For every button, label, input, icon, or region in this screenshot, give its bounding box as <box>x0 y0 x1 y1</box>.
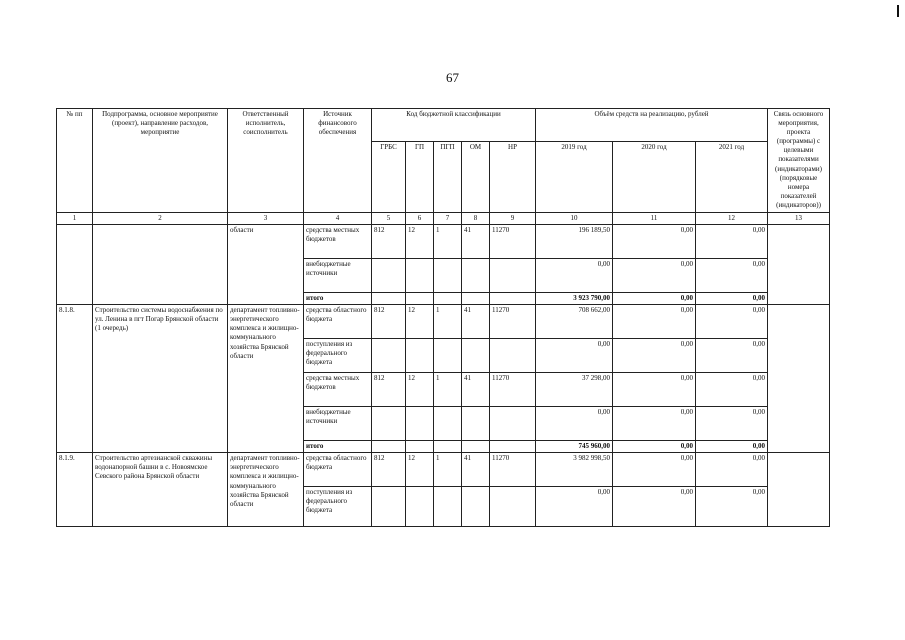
grbs-cell <box>372 407 406 441</box>
header-budget-code: Код бюджетной классификации <box>372 109 536 142</box>
col-number: 12 <box>696 213 768 225</box>
gp-cell <box>406 487 434 527</box>
header-2019: 2019 год <box>536 142 613 213</box>
gp-cell: 12 <box>406 373 434 407</box>
om-cell <box>462 339 490 373</box>
amount-2020: 0,00 <box>613 259 696 293</box>
grbs-cell: 812 <box>372 373 406 407</box>
header-gp: ГП <box>406 142 434 213</box>
pgp-cell: 1 <box>434 305 462 339</box>
table-row <box>57 225 830 259</box>
nr-cell <box>490 487 536 527</box>
amount-2021: 0,00 <box>696 293 768 305</box>
amount-2019: 3 982 998,50 <box>536 453 613 487</box>
pgp-cell: 1 <box>434 373 462 407</box>
om-cell: 41 <box>462 305 490 339</box>
amount-2021: 0,00 <box>696 305 768 339</box>
source-cell: внебюджетные источники <box>304 259 372 293</box>
link-cell <box>768 453 830 527</box>
amount-2021: 0,00 <box>696 373 768 407</box>
col-number: 6 <box>406 213 434 225</box>
col-number: 9 <box>490 213 536 225</box>
om-cell: 41 <box>462 225 490 259</box>
source-cell: средства местных бюджетов <box>304 225 372 259</box>
row-name-cell: Строительство артезианской скважины водонапорной башни в с. Новоямское Севского района Брянской области <box>93 453 228 527</box>
header-2020: 2020 год <box>613 142 696 213</box>
grbs-cell <box>372 339 406 373</box>
header-om: ОМ <box>462 142 490 213</box>
gp-cell: 12 <box>406 225 434 259</box>
om-cell: 41 <box>462 373 490 407</box>
amount-2019: 3 923 790,00 <box>536 293 613 305</box>
gp-cell <box>406 259 434 293</box>
header-nr: НР <box>490 142 536 213</box>
col-number: 3 <box>228 213 304 225</box>
pgp-cell <box>434 339 462 373</box>
source-cell: итого <box>304 293 372 305</box>
grbs-cell <box>372 487 406 527</box>
grbs-cell <box>372 293 406 305</box>
link-cell <box>768 305 830 453</box>
pgp-cell <box>434 441 462 453</box>
amount-2019: 745 960,00 <box>536 441 613 453</box>
pgp-cell: 1 <box>434 225 462 259</box>
gp-cell <box>406 339 434 373</box>
gp-cell: 12 <box>406 305 434 339</box>
scan-edge-mark <box>897 5 899 17</box>
nr-cell <box>490 407 536 441</box>
header-executor: Ответственный исполнитель, соисполнитель <box>228 109 304 213</box>
header-volume: Объём средств на реализацию, рублей <box>536 109 768 142</box>
executor-cell: департамент топливно-энергетического комплекса и жилищно-коммунального хозяйства Брянской области <box>228 453 304 527</box>
gp-cell <box>406 441 434 453</box>
row-name-cell <box>93 225 228 305</box>
amount-2020: 0,00 <box>613 453 696 487</box>
amount-2021: 0,00 <box>696 487 768 527</box>
header-num: № пп <box>57 109 93 213</box>
nr-cell: 11270 <box>490 305 536 339</box>
amount-2020: 0,00 <box>613 293 696 305</box>
amount-2019: 196 189,50 <box>536 225 613 259</box>
executor-cell: области <box>228 225 304 305</box>
pgp-cell <box>434 487 462 527</box>
column-number-row <box>57 213 830 225</box>
amount-2019: 0,00 <box>536 487 613 527</box>
executor-cell: департамент топливно-энергетического комплекса и жилищно-коммунального хозяйства Брянской области <box>228 305 304 453</box>
col-number: 1 <box>57 213 93 225</box>
om-cell <box>462 293 490 305</box>
amount-2019: 708 662,00 <box>536 305 613 339</box>
amount-2021: 0,00 <box>696 225 768 259</box>
header-grbs: ГРБС <box>372 142 406 213</box>
om-cell <box>462 487 490 527</box>
col-number: 8 <box>462 213 490 225</box>
pgp-cell <box>434 407 462 441</box>
amount-2020: 0,00 <box>613 487 696 527</box>
amount-2021: 0,00 <box>696 453 768 487</box>
col-number: 11 <box>613 213 696 225</box>
amount-2021: 0,00 <box>696 441 768 453</box>
grbs-cell <box>372 259 406 293</box>
om-cell: 41 <box>462 453 490 487</box>
row-num-cell: 8.1.9. <box>57 453 93 527</box>
page-number: 67 <box>446 70 459 85</box>
amount-2019: 0,00 <box>536 339 613 373</box>
grbs-cell <box>372 441 406 453</box>
row-num-cell <box>57 225 93 305</box>
table-row <box>57 453 830 487</box>
source-cell: внебюджетные источники <box>304 407 372 441</box>
row-name-cell: Строительство системы водоснабжения по ул. Ленина в пгт Погар Брянской области (1 очередь) <box>93 305 228 453</box>
gp-cell <box>406 293 434 305</box>
header-subprogram: Подпрограмма, основное мероприятие (проект), направление расходов, мероприятие <box>93 109 228 213</box>
nr-cell: 11270 <box>490 225 536 259</box>
grbs-cell: 812 <box>372 305 406 339</box>
link-cell <box>768 225 830 305</box>
col-number: 4 <box>304 213 372 225</box>
amount-2020: 0,00 <box>613 441 696 453</box>
grbs-cell: 812 <box>372 225 406 259</box>
header-source: Источник финансового обеспечения <box>304 109 372 213</box>
amount-2020: 0,00 <box>613 225 696 259</box>
source-cell: итого <box>304 441 372 453</box>
amount-2021: 0,00 <box>696 339 768 373</box>
om-cell <box>462 441 490 453</box>
nr-cell <box>490 339 536 373</box>
om-cell <box>462 259 490 293</box>
amount-2020: 0,00 <box>613 407 696 441</box>
grbs-cell: 812 <box>372 453 406 487</box>
col-number: 5 <box>372 213 406 225</box>
amount-2020: 0,00 <box>613 373 696 407</box>
pgp-cell: 1 <box>434 453 462 487</box>
table-row <box>57 305 830 339</box>
col-number: 2 <box>93 213 228 225</box>
gp-cell: 12 <box>406 453 434 487</box>
amount-2021: 0,00 <box>696 407 768 441</box>
header-row-1 <box>57 109 830 142</box>
pgp-cell <box>434 259 462 293</box>
amount-2019: 0,00 <box>536 259 613 293</box>
source-cell: средства местных бюджетов <box>304 373 372 407</box>
amount-2019: 0,00 <box>536 407 613 441</box>
col-number: 13 <box>768 213 830 225</box>
amount-2020: 0,00 <box>613 305 696 339</box>
gp-cell <box>406 407 434 441</box>
amount-2021: 0,00 <box>696 259 768 293</box>
source-cell: средства областного бюджета <box>304 453 372 487</box>
pgp-cell <box>434 293 462 305</box>
nr-cell <box>490 293 536 305</box>
nr-cell: 11270 <box>490 373 536 407</box>
col-number: 7 <box>434 213 462 225</box>
header-pgp: ПГП <box>434 142 462 213</box>
nr-cell <box>490 259 536 293</box>
header-2021: 2021 год <box>696 142 768 213</box>
col-number: 10 <box>536 213 613 225</box>
budget-table-container <box>56 108 830 527</box>
amount-2019: 37 298,00 <box>536 373 613 407</box>
row-num-cell: 8.1.8. <box>57 305 93 453</box>
header-link: Связь основного мероприятия, проекта (программы) с целевыми показателями (индикаторами) (порядковые номера показателей (индикаторов)) <box>768 109 830 213</box>
om-cell <box>462 407 490 441</box>
source-cell: средства областного бюджета <box>304 305 372 339</box>
source-cell: поступления из федерального бюджета <box>304 339 372 373</box>
nr-cell: 11270 <box>490 453 536 487</box>
budget-table <box>56 108 830 527</box>
source-cell: поступления из федерального бюджета <box>304 487 372 527</box>
nr-cell <box>490 441 536 453</box>
amount-2020: 0,00 <box>613 339 696 373</box>
